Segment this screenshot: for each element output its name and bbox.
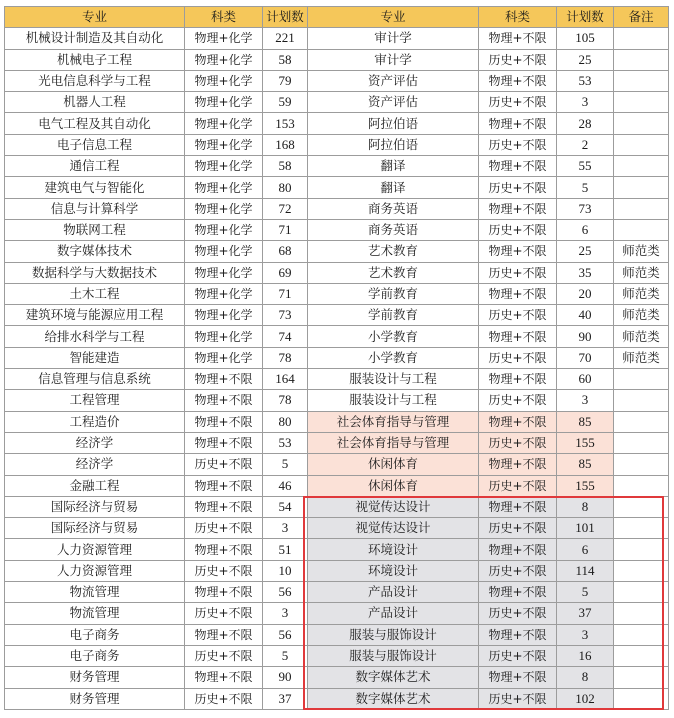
cell-plan-count-right: 25 <box>557 241 614 262</box>
cell-subject-right: 历史+不限 <box>479 262 557 283</box>
cell-major-left: 金融工程 <box>5 475 185 496</box>
table-row <box>5 518 669 539</box>
cell-major-left: 数字媒体技术 <box>5 241 185 262</box>
cell-note: 师范类 <box>614 305 669 326</box>
cell-subject-left: 物理+化学 <box>185 113 263 134</box>
cell-subject-left: 物理+化学 <box>185 49 263 70</box>
cell-subject-left: 物理+化学 <box>185 28 263 49</box>
table-row <box>5 539 669 560</box>
cell-subject-left: 历史+不限 <box>185 518 263 539</box>
cell-subject-left: 物理+不限 <box>185 369 263 390</box>
cell-subject-right: 历史+不限 <box>479 475 557 496</box>
table-body <box>5 28 669 710</box>
cell-subject-left: 物理+化学 <box>185 198 263 219</box>
cell-plan-count-right: 35 <box>557 262 614 283</box>
cell-major-left: 物联网工程 <box>5 219 185 240</box>
cell-subject-right: 历史+不限 <box>479 347 557 368</box>
cell-subject-right: 物理+不限 <box>479 198 557 219</box>
cell-subject-left: 物理+不限 <box>185 539 263 560</box>
cell-subject-left: 物理+化学 <box>185 262 263 283</box>
cell-major-left: 经济学 <box>5 432 185 453</box>
cell-subject-left: 物理+不限 <box>185 432 263 453</box>
table-row <box>5 454 669 475</box>
cell-subject-left: 物理+不限 <box>185 475 263 496</box>
table-row <box>5 347 669 368</box>
cell-subject-right: 物理+不限 <box>479 667 557 688</box>
cell-subject-left: 历史+不限 <box>185 688 263 709</box>
cell-plan-count-right: 53 <box>557 70 614 91</box>
cell-subject-right: 历史+不限 <box>479 177 557 198</box>
cell-major-right: 休闲体育 <box>308 475 479 496</box>
cell-note <box>614 390 669 411</box>
cell-major-right: 视觉传达设计 <box>308 518 479 539</box>
cell-major-right: 环境设计 <box>308 560 479 581</box>
cell-note <box>614 454 669 475</box>
cell-note <box>614 582 669 603</box>
cell-major-left: 机器人工程 <box>5 92 185 113</box>
table-row <box>5 560 669 581</box>
cell-note <box>614 518 669 539</box>
cell-subject-left: 历史+不限 <box>185 603 263 624</box>
cell-major-right: 学前教育 <box>308 283 479 304</box>
cell-plan-count-left: 53 <box>263 432 308 453</box>
enrollment-plan-table <box>4 6 669 710</box>
cell-subject-right: 物理+不限 <box>479 156 557 177</box>
cell-subject-left: 物理+化学 <box>185 305 263 326</box>
cell-major-left: 电子商务 <box>5 645 185 666</box>
cell-major-left: 机械电子工程 <box>5 49 185 70</box>
cell-major-right: 数字媒体艺术 <box>308 688 479 709</box>
cell-plan-count-left: 58 <box>263 156 308 177</box>
cell-plan-count-right: 3 <box>557 92 614 113</box>
cell-note <box>614 496 669 517</box>
cell-major-left: 工程管理 <box>5 390 185 411</box>
cell-major-right: 艺术教育 <box>308 241 479 262</box>
cell-major-left: 财务管理 <box>5 667 185 688</box>
cell-plan-count-left: 56 <box>263 624 308 645</box>
table-row <box>5 156 669 177</box>
cell-note <box>614 475 669 496</box>
table-row <box>5 667 669 688</box>
cell-major-right: 社会体育指导与管理 <box>308 411 479 432</box>
cell-note <box>614 645 669 666</box>
cell-subject-right: 历史+不限 <box>479 219 557 240</box>
cell-major-left: 信息管理与信息系统 <box>5 369 185 390</box>
cell-subject-left: 物理+化学 <box>185 177 263 198</box>
table-row <box>5 390 669 411</box>
cell-major-left: 人力资源管理 <box>5 539 185 560</box>
cell-note <box>614 28 669 49</box>
cell-plan-count-left: 5 <box>263 454 308 475</box>
cell-plan-count-right: 55 <box>557 156 614 177</box>
cell-subject-left: 历史+不限 <box>185 645 263 666</box>
cell-subject-right: 历史+不限 <box>479 432 557 453</box>
cell-major-left: 电子信息工程 <box>5 134 185 155</box>
cell-major-right: 翻译 <box>308 177 479 198</box>
cell-plan-count-right: 155 <box>557 432 614 453</box>
cell-note <box>614 688 669 709</box>
cell-plan-count-left: 68 <box>263 241 308 262</box>
cell-major-left: 信息与计算科学 <box>5 198 185 219</box>
cell-major-right: 商务英语 <box>308 219 479 240</box>
cell-subject-left: 物理+不限 <box>185 624 263 645</box>
cell-subject-left: 物理+不限 <box>185 667 263 688</box>
cell-plan-count-left: 80 <box>263 411 308 432</box>
cell-plan-count-left: 59 <box>263 92 308 113</box>
cell-note: 师范类 <box>614 326 669 347</box>
cell-plan-count-left: 221 <box>263 28 308 49</box>
cell-subject-left: 物理+化学 <box>185 283 263 304</box>
cell-plan-count-right: 5 <box>557 582 614 603</box>
cell-major-left: 电气工程及其自动化 <box>5 113 185 134</box>
cell-subject-left: 物理+不限 <box>185 390 263 411</box>
cell-plan-count-left: 37 <box>263 688 308 709</box>
cell-major-left: 财务管理 <box>5 688 185 709</box>
cell-note: 师范类 <box>614 347 669 368</box>
cell-note <box>614 603 669 624</box>
cell-major-left: 物流管理 <box>5 582 185 603</box>
cell-note <box>614 411 669 432</box>
cell-plan-count-right: 28 <box>557 113 614 134</box>
table-row <box>5 645 669 666</box>
table-row <box>5 475 669 496</box>
cell-subject-left: 物理+化学 <box>185 347 263 368</box>
table-row <box>5 219 669 240</box>
cell-subject-left: 物理+化学 <box>185 219 263 240</box>
cell-subject-right: 历史+不限 <box>479 645 557 666</box>
table-row <box>5 369 669 390</box>
cell-major-right: 数字媒体艺术 <box>308 667 479 688</box>
header-major-1: 专业 <box>5 7 185 28</box>
cell-note <box>614 539 669 560</box>
cell-major-right: 审计学 <box>308 49 479 70</box>
cell-plan-count-left: 168 <box>263 134 308 155</box>
cell-plan-count-left: 46 <box>263 475 308 496</box>
cell-note <box>614 219 669 240</box>
cell-plan-count-left: 71 <box>263 219 308 240</box>
cell-subject-left: 物理+化学 <box>185 241 263 262</box>
cell-subject-right: 物理+不限 <box>479 539 557 560</box>
cell-major-left: 通信工程 <box>5 156 185 177</box>
cell-subject-right: 物理+不限 <box>479 624 557 645</box>
cell-note <box>614 49 669 70</box>
table-row <box>5 198 669 219</box>
table-row <box>5 92 669 113</box>
cell-plan-count-left: 51 <box>263 539 308 560</box>
cell-plan-count-left: 58 <box>263 49 308 70</box>
cell-plan-count-right: 3 <box>557 624 614 645</box>
cell-subject-right: 物理+不限 <box>479 113 557 134</box>
cell-subject-left: 物理+化学 <box>185 326 263 347</box>
header-major-2: 专业 <box>308 7 479 28</box>
cell-major-left: 人力资源管理 <box>5 560 185 581</box>
cell-major-right: 服装与服饰设计 <box>308 645 479 666</box>
cell-plan-count-right: 90 <box>557 326 614 347</box>
cell-plan-count-right: 6 <box>557 539 614 560</box>
table-row <box>5 241 669 262</box>
header-subject-2: 科类 <box>479 7 557 28</box>
cell-major-left: 土木工程 <box>5 283 185 304</box>
cell-major-left: 数据科学与大数据技术 <box>5 262 185 283</box>
cell-subject-left: 物理+化学 <box>185 92 263 113</box>
cell-plan-count-left: 79 <box>263 70 308 91</box>
cell-major-right: 服装与服饰设计 <box>308 624 479 645</box>
cell-plan-count-right: 105 <box>557 28 614 49</box>
cell-major-right: 资产评估 <box>308 92 479 113</box>
cell-major-left: 工程造价 <box>5 411 185 432</box>
cell-plan-count-right: 60 <box>557 369 614 390</box>
cell-subject-right: 历史+不限 <box>479 560 557 581</box>
cell-subject-right: 物理+不限 <box>479 28 557 49</box>
cell-subject-right: 历史+不限 <box>479 390 557 411</box>
cell-plan-count-left: 3 <box>263 518 308 539</box>
cell-note <box>614 198 669 219</box>
table-row <box>5 283 669 304</box>
cell-subject-right: 历史+不限 <box>479 688 557 709</box>
table-row <box>5 49 669 70</box>
cell-major-right: 艺术教育 <box>308 262 479 283</box>
cell-subject-right: 物理+不限 <box>479 454 557 475</box>
cell-plan-count-left: 80 <box>263 177 308 198</box>
cell-note <box>614 369 669 390</box>
cell-major-right: 阿拉伯语 <box>308 134 479 155</box>
table-row <box>5 496 669 517</box>
cell-plan-count-left: 78 <box>263 347 308 368</box>
cell-note <box>614 156 669 177</box>
cell-plan-count-left: 10 <box>263 560 308 581</box>
table-row <box>5 603 669 624</box>
table-row <box>5 326 669 347</box>
header-note: 备注 <box>614 7 669 28</box>
cell-plan-count-left: 69 <box>263 262 308 283</box>
cell-major-left: 建筑环境与能源应用工程 <box>5 305 185 326</box>
cell-subject-left: 物理+化学 <box>185 70 263 91</box>
cell-subject-right: 历史+不限 <box>479 134 557 155</box>
cell-subject-right: 历史+不限 <box>479 518 557 539</box>
cell-note <box>614 113 669 134</box>
cell-note <box>614 624 669 645</box>
cell-plan-count-left: 164 <box>263 369 308 390</box>
table-row <box>5 134 669 155</box>
cell-major-right: 小学教育 <box>308 347 479 368</box>
header-plan-count-2: 计划数 <box>557 7 614 28</box>
cell-subject-right: 物理+不限 <box>479 326 557 347</box>
cell-major-left: 给排水科学与工程 <box>5 326 185 347</box>
cell-major-left: 经济学 <box>5 454 185 475</box>
cell-subject-left: 物理+不限 <box>185 496 263 517</box>
cell-plan-count-left: 90 <box>263 667 308 688</box>
cell-plan-count-right: 70 <box>557 347 614 368</box>
cell-plan-count-right: 102 <box>557 688 614 709</box>
table-row <box>5 582 669 603</box>
table-row <box>5 113 669 134</box>
cell-note <box>614 70 669 91</box>
header-plan-count-1: 计划数 <box>263 7 308 28</box>
cell-major-left: 国际经济与贸易 <box>5 496 185 517</box>
cell-note <box>614 432 669 453</box>
cell-major-right: 产品设计 <box>308 582 479 603</box>
cell-major-right: 休闲体育 <box>308 454 479 475</box>
cell-note <box>614 134 669 155</box>
cell-major-right: 产品设计 <box>308 603 479 624</box>
cell-major-left: 智能建造 <box>5 347 185 368</box>
cell-plan-count-right: 8 <box>557 496 614 517</box>
cell-major-right: 学前教育 <box>308 305 479 326</box>
cell-plan-count-right: 3 <box>557 390 614 411</box>
table-row <box>5 624 669 645</box>
cell-subject-right: 物理+不限 <box>479 283 557 304</box>
cell-major-left: 光电信息科学与工程 <box>5 70 185 91</box>
cell-subject-right: 物理+不限 <box>479 70 557 91</box>
cell-subject-left: 物理+不限 <box>185 582 263 603</box>
cell-major-left: 电子商务 <box>5 624 185 645</box>
cell-subject-right: 历史+不限 <box>479 92 557 113</box>
cell-major-right: 环境设计 <box>308 539 479 560</box>
header-row <box>5 7 669 28</box>
cell-note <box>614 177 669 198</box>
cell-subject-left: 历史+不限 <box>185 454 263 475</box>
cell-note: 师范类 <box>614 262 669 283</box>
cell-subject-right: 物理+不限 <box>479 411 557 432</box>
cell-plan-count-right: 73 <box>557 198 614 219</box>
cell-plan-count-left: 153 <box>263 113 308 134</box>
cell-major-left: 物流管理 <box>5 603 185 624</box>
cell-plan-count-right: 8 <box>557 667 614 688</box>
cell-plan-count-left: 54 <box>263 496 308 517</box>
cell-plan-count-left: 5 <box>263 645 308 666</box>
cell-plan-count-right: 114 <box>557 560 614 581</box>
cell-major-right: 视觉传达设计 <box>308 496 479 517</box>
cell-plan-count-left: 72 <box>263 198 308 219</box>
cell-plan-count-left: 3 <box>263 603 308 624</box>
cell-plan-count-right: 2 <box>557 134 614 155</box>
cell-subject-right: 历史+不限 <box>479 603 557 624</box>
cell-subject-right: 物理+不限 <box>479 582 557 603</box>
cell-plan-count-right: 85 <box>557 411 614 432</box>
cell-major-right: 审计学 <box>308 28 479 49</box>
cell-subject-left: 物理+化学 <box>185 156 263 177</box>
cell-plan-count-left: 73 <box>263 305 308 326</box>
cell-plan-count-right: 16 <box>557 645 614 666</box>
cell-note: 师范类 <box>614 283 669 304</box>
cell-plan-count-left: 78 <box>263 390 308 411</box>
cell-plan-count-right: 6 <box>557 219 614 240</box>
cell-plan-count-right: 25 <box>557 49 614 70</box>
cell-plan-count-right: 37 <box>557 603 614 624</box>
cell-note <box>614 667 669 688</box>
cell-major-right: 资产评估 <box>308 70 479 91</box>
header-subject-1: 科类 <box>185 7 263 28</box>
cell-major-right: 商务英语 <box>308 198 479 219</box>
table-row <box>5 262 669 283</box>
cell-subject-right: 物理+不限 <box>479 496 557 517</box>
cell-subject-right: 物理+不限 <box>479 241 557 262</box>
table-row <box>5 688 669 709</box>
cell-plan-count-right: 155 <box>557 475 614 496</box>
cell-plan-count-left: 71 <box>263 283 308 304</box>
cell-subject-right: 历史+不限 <box>479 305 557 326</box>
table-row <box>5 305 669 326</box>
table-row <box>5 432 669 453</box>
cell-note <box>614 560 669 581</box>
table-row <box>5 411 669 432</box>
cell-major-right: 阿拉伯语 <box>308 113 479 134</box>
cell-major-right: 服装设计与工程 <box>308 390 479 411</box>
cell-plan-count-right: 101 <box>557 518 614 539</box>
cell-subject-right: 历史+不限 <box>479 49 557 70</box>
cell-plan-count-right: 40 <box>557 305 614 326</box>
cell-plan-count-left: 56 <box>263 582 308 603</box>
cell-major-left: 国际经济与贸易 <box>5 518 185 539</box>
cell-plan-count-right: 20 <box>557 283 614 304</box>
cell-note: 师范类 <box>614 241 669 262</box>
cell-plan-count-right: 85 <box>557 454 614 475</box>
cell-plan-count-right: 5 <box>557 177 614 198</box>
cell-subject-left: 历史+不限 <box>185 560 263 581</box>
cell-major-left: 机械设计制造及其自动化 <box>5 28 185 49</box>
cell-major-right: 小学教育 <box>308 326 479 347</box>
cell-major-right: 服装设计与工程 <box>308 369 479 390</box>
table-row <box>5 70 669 91</box>
cell-major-left: 建筑电气与智能化 <box>5 177 185 198</box>
cell-major-right: 社会体育指导与管理 <box>308 432 479 453</box>
cell-plan-count-left: 74 <box>263 326 308 347</box>
table-row <box>5 28 669 49</box>
cell-major-right: 翻译 <box>308 156 479 177</box>
table-row <box>5 177 669 198</box>
cell-subject-right: 物理+不限 <box>479 369 557 390</box>
cell-subject-left: 物理+不限 <box>185 411 263 432</box>
cell-note <box>614 92 669 113</box>
cell-subject-left: 物理+化学 <box>185 134 263 155</box>
